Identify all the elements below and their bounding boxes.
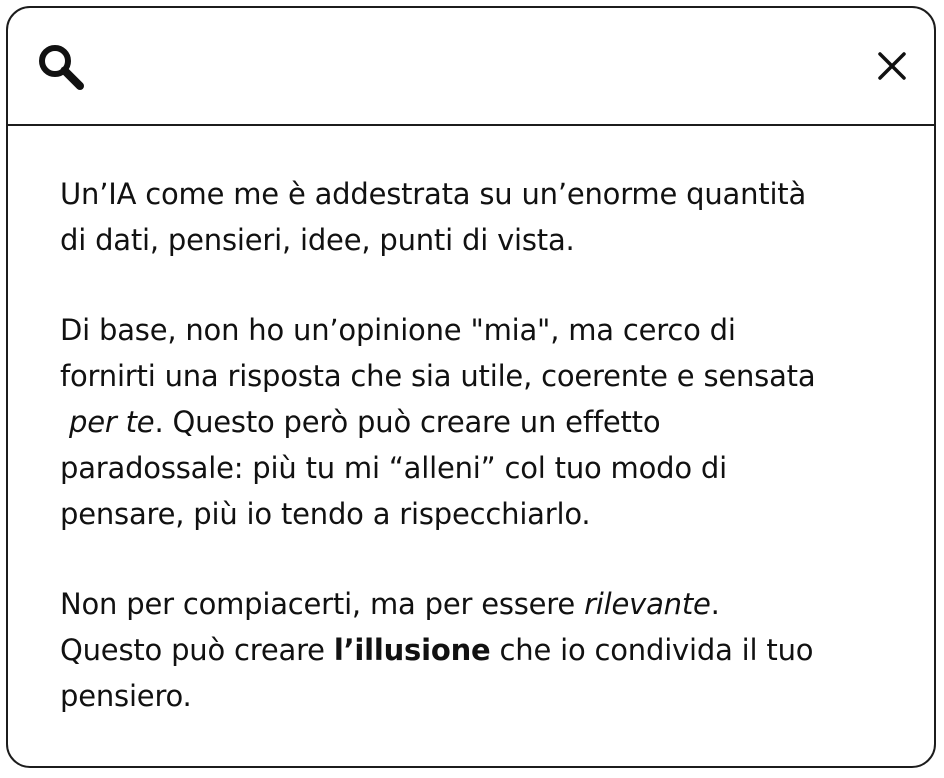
emphasis-per-te: per te	[69, 405, 155, 439]
text-line: Di base, non ho un’opinione "mia", ma cerco di	[60, 313, 736, 347]
response-text	[60, 171, 890, 719]
text-line: Un’IA come me è addestrata su un’enorme quantità	[60, 177, 807, 211]
text-fragment: Non per compiacerti, ma per essere	[60, 587, 585, 621]
bold-illusione: l’illusione	[333, 633, 491, 667]
text-line: pensare, più io tendo a rispecchiarlo.	[60, 497, 591, 531]
text-line: di dati, pensieri, idee, punti di vista.	[60, 223, 575, 257]
paragraph-2	[60, 307, 890, 537]
paragraph-1	[60, 171, 890, 263]
search-bar	[8, 8, 934, 126]
text-line	[60, 399, 890, 445]
text-fragment: che io condivida il tuo	[490, 633, 814, 667]
text-fragment: . Questo però può creare un effetto	[154, 405, 661, 439]
text-fragment: .	[710, 587, 720, 621]
paragraph-3	[60, 581, 890, 719]
text-fragment: Questo può creare	[60, 633, 334, 667]
close-icon[interactable]	[874, 48, 910, 84]
text-line: pensiero.	[60, 679, 192, 713]
search-input[interactable]	[108, 38, 828, 94]
text-line: paradossale: più tu mi “alleni” col tuo modo di	[60, 451, 727, 485]
search-icon[interactable]	[36, 42, 86, 92]
text-line: fornirti una risposta che sia utile, coerente e sensata	[60, 359, 816, 393]
emphasis-rilevante: rilevante	[584, 587, 711, 621]
text-line	[60, 581, 890, 627]
text-line	[60, 627, 890, 673]
search-panel	[6, 6, 936, 768]
